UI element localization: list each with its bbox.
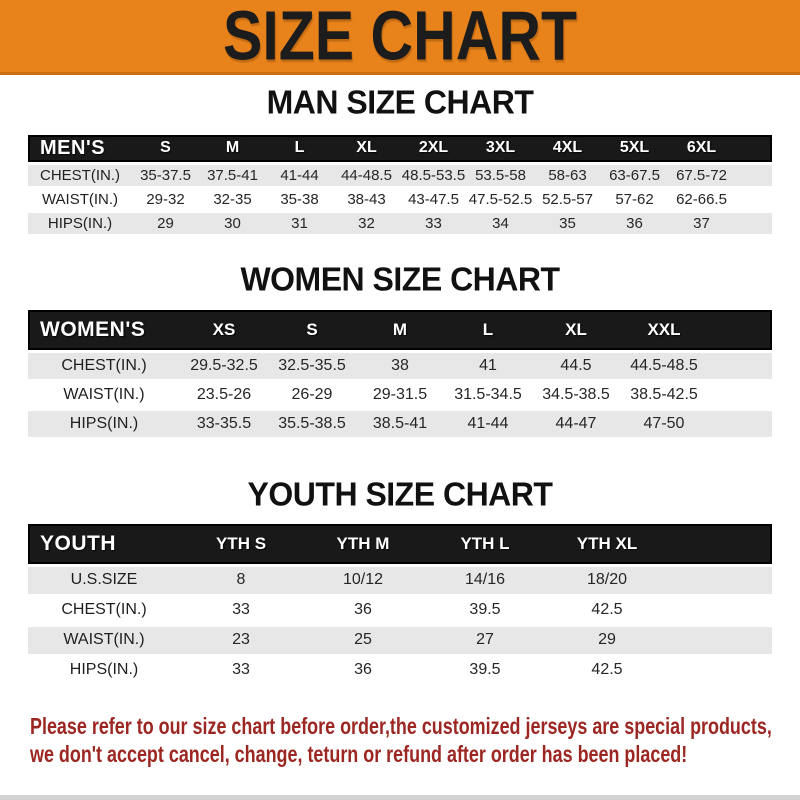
row-label: HIPS(IN.) (28, 411, 180, 437)
size-column-header: XXL (620, 310, 708, 350)
value-cell: 35.5-38.5 (268, 411, 356, 437)
row-label: CHEST(IN.) (28, 353, 180, 379)
value-cell: 34.5-38.5 (532, 382, 620, 408)
value-cell: 27 (424, 627, 546, 654)
youth-section-heading-text: YOUTH SIZE CHART (247, 475, 553, 514)
measurement-row (28, 627, 772, 654)
man-section-heading (0, 75, 800, 120)
value-cell: 47-50 (620, 411, 708, 437)
value-cell: 58-63 (534, 165, 601, 186)
value-cell: 36 (601, 213, 668, 234)
value-cell: 33 (180, 657, 302, 684)
row-spacer (668, 657, 772, 684)
value-cell: 32.5-35.5 (268, 353, 356, 379)
size-column-header: XL (333, 135, 400, 162)
value-cell: 41-44 (444, 411, 532, 437)
measurement-row (28, 165, 772, 186)
size-column-header: 2XL (400, 135, 467, 162)
size-column-header: L (266, 135, 333, 162)
value-cell: 33 (400, 213, 467, 234)
value-cell: 18/20 (546, 567, 668, 594)
value-cell: 33 (180, 597, 302, 624)
row-spacer (668, 567, 772, 594)
value-cell: 30 (199, 213, 266, 234)
banner (0, 0, 800, 75)
size-column-header: YTH L (424, 524, 546, 564)
row-label: WAIST(IN.) (28, 382, 180, 408)
notice-line-1: Please refer to our size chart before order,the customized jerseys are special products, (30, 712, 772, 739)
value-cell: 14/16 (424, 567, 546, 594)
table-corner-label: YOUTH (28, 524, 180, 564)
measurement-row (28, 189, 772, 210)
value-cell: 38-43 (333, 189, 400, 210)
value-cell: 37 (668, 213, 735, 234)
value-cell: 44.5-48.5 (620, 353, 708, 379)
size-column-header: M (199, 135, 266, 162)
value-cell: 8 (180, 567, 302, 594)
table-corner-label: MEN'S (28, 135, 132, 162)
size-column-header: YTH S (180, 524, 302, 564)
value-cell: 53.5-58 (467, 165, 534, 186)
order-notice (0, 712, 800, 768)
size-column-header: S (268, 310, 356, 350)
value-cell: 36 (302, 597, 424, 624)
size-column-header: XS (180, 310, 268, 350)
value-cell: 35-38 (266, 189, 333, 210)
value-cell: 31 (266, 213, 333, 234)
row-label: U.S.SIZE (28, 567, 180, 594)
value-cell: 42.5 (546, 657, 668, 684)
value-cell: 44.5 (532, 353, 620, 379)
row-label: CHEST(IN.) (28, 165, 132, 186)
size-column-header: 5XL (601, 135, 668, 162)
header-spacer (668, 524, 772, 564)
women-section-heading (0, 237, 800, 297)
value-cell: 29 (132, 213, 199, 234)
value-cell: 44-47 (532, 411, 620, 437)
row-spacer (708, 382, 772, 408)
value-cell: 37.5-41 (199, 165, 266, 186)
size-column-header: XL (532, 310, 620, 350)
size-column-header: L (444, 310, 532, 350)
value-cell: 29.5-32.5 (180, 353, 268, 379)
row-label: HIPS(IN.) (28, 213, 132, 234)
size-column-header: S (132, 135, 199, 162)
value-cell: 10/12 (302, 567, 424, 594)
women-size-table (28, 307, 772, 440)
row-spacer (735, 189, 772, 210)
size-header-row (28, 135, 772, 162)
value-cell: 25 (302, 627, 424, 654)
men-size-table (28, 132, 772, 237)
value-cell: 32-35 (199, 189, 266, 210)
row-label: HIPS(IN.) (28, 657, 180, 684)
youth-section-heading (0, 440, 800, 512)
row-spacer (668, 627, 772, 654)
size-column-header: 6XL (668, 135, 735, 162)
value-cell: 41 (444, 353, 532, 379)
value-cell: 57-62 (601, 189, 668, 210)
header-spacer (735, 135, 772, 162)
measurement-row (28, 597, 772, 624)
size-column-header: 3XL (467, 135, 534, 162)
row-label: CHEST(IN.) (28, 597, 180, 624)
value-cell: 29 (546, 627, 668, 654)
youth-section (0, 440, 800, 687)
value-cell: 39.5 (424, 657, 546, 684)
man-section (0, 75, 800, 237)
value-cell: 44-48.5 (333, 165, 400, 186)
header-spacer (708, 310, 772, 350)
value-cell: 23 (180, 627, 302, 654)
value-cell: 63-67.5 (601, 165, 668, 186)
row-spacer (708, 411, 772, 437)
row-spacer (735, 213, 772, 234)
value-cell: 26-29 (268, 382, 356, 408)
notice-line-2: we don't accept cancel, change, teturn or refund after order has been placed! (30, 740, 688, 767)
row-label: WAIST(IN.) (28, 189, 132, 210)
man-section-heading-text: MAN SIZE CHART (266, 83, 534, 121)
table-corner-label: WOMEN'S (28, 310, 180, 350)
size-column-header: YTH M (302, 524, 424, 564)
row-spacer (708, 353, 772, 379)
size-column-header: M (356, 310, 444, 350)
value-cell: 32 (333, 213, 400, 234)
value-cell: 52.5-57 (534, 189, 601, 210)
value-cell: 48.5-53.5 (401, 166, 466, 184)
banner-title: SIZE CHART (223, 0, 577, 75)
value-cell: 62-66.5 (668, 189, 735, 210)
measurement-row (28, 382, 772, 408)
value-cell: 41-44 (266, 165, 333, 186)
value-cell: 29-31.5 (356, 382, 444, 408)
measurement-row (28, 353, 772, 379)
value-cell: 35-37.5 (132, 165, 199, 186)
value-cell: 47.5-52.5 (468, 190, 533, 208)
row-spacer (735, 165, 772, 186)
value-cell: 39.5 (424, 597, 546, 624)
value-cell: 38.5-42.5 (620, 382, 708, 408)
size-column-header: 4XL (534, 135, 601, 162)
value-cell: 23.5-26 (180, 382, 268, 408)
value-cell: 34 (467, 213, 534, 234)
value-cell: 38 (356, 353, 444, 379)
measurement-row (28, 567, 772, 594)
measurement-row (28, 213, 772, 234)
bottom-strip (0, 795, 800, 800)
youth-size-table (28, 521, 772, 687)
women-section-heading-text: WOMEN SIZE CHART (240, 259, 560, 298)
measurement-row (28, 411, 772, 437)
measurement-row (28, 657, 772, 684)
row-label: WAIST(IN.) (28, 627, 180, 654)
value-cell: 36 (302, 657, 424, 684)
size-header-row (28, 310, 772, 350)
value-cell: 35 (534, 213, 601, 234)
size-header-row (28, 524, 772, 564)
value-cell: 43-47.5 (400, 189, 467, 210)
value-cell: 31.5-34.5 (444, 382, 532, 408)
value-cell: 29-32 (132, 189, 199, 210)
value-cell: 38.5-41 (356, 411, 444, 437)
value-cell: 67.5-72 (668, 165, 735, 186)
row-spacer (668, 597, 772, 624)
women-section (0, 237, 800, 441)
size-column-header: YTH XL (546, 524, 668, 564)
value-cell: 33-35.5 (180, 411, 268, 437)
value-cell: 42.5 (546, 597, 668, 624)
